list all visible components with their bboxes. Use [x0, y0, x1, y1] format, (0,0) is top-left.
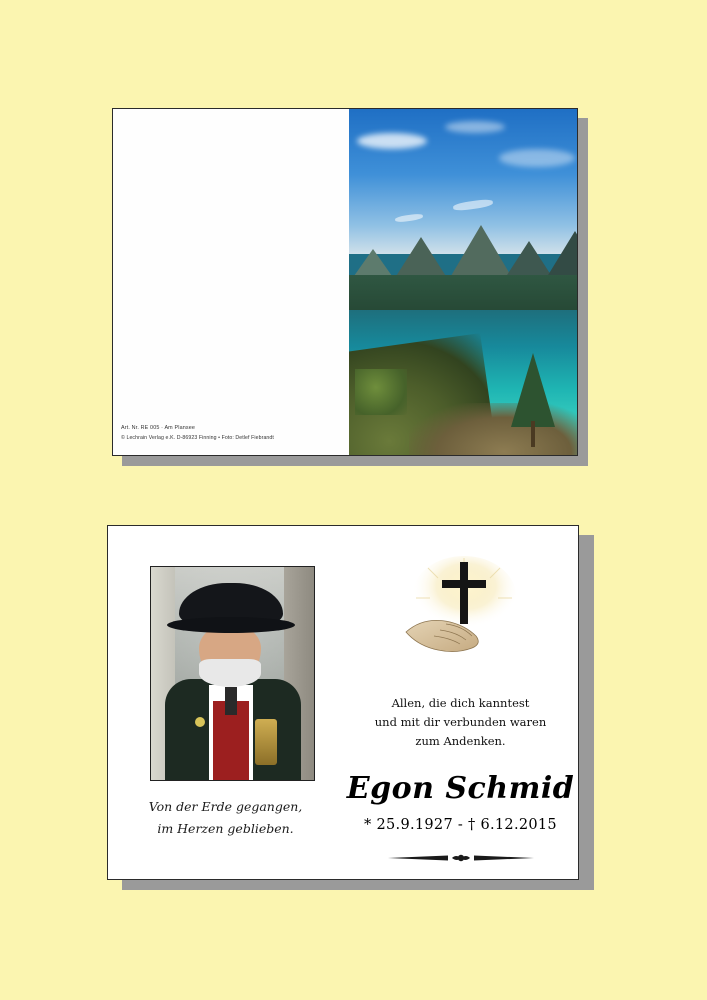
portrait-photo [151, 567, 314, 780]
verse-line-2: und mit dir verbunden waren [374, 714, 547, 729]
publisher-credits [121, 425, 274, 443]
deceased-name: Egon Schmid [346, 771, 575, 806]
shore-bush [355, 369, 407, 415]
lone-tree [511, 353, 555, 427]
snow-patch [453, 198, 494, 211]
inside-right-page [343, 526, 578, 879]
cloud [357, 133, 427, 149]
portrait-badge [195, 717, 205, 727]
inside-left-page [108, 526, 343, 879]
outside-card [112, 108, 578, 456]
lake-photograph [349, 109, 577, 455]
memorial-verse [353, 694, 568, 751]
cross-and-hand-icon [386, 554, 536, 664]
memorial-caption [108, 796, 343, 840]
snow-patch [395, 213, 424, 223]
caption-line-2: im Herzen geblieben. [157, 820, 294, 836]
portrait-medal [255, 719, 277, 765]
ornamental-divider [386, 850, 536, 860]
credit-publisher: © Lechrain Verlag e.K. D-86923 Finning • Foto: Detlef Fiebrandt [121, 435, 274, 442]
verse-line-1: Allen, die dich kanntest [391, 696, 530, 710]
cloud [445, 121, 505, 133]
credit-article-number: Art. Nr. RE 005 · Am Plansee [121, 424, 196, 431]
portrait-frame [150, 566, 315, 781]
portrait-hat-brim [167, 617, 295, 633]
portrait-tie [225, 687, 237, 715]
cloud [499, 149, 575, 167]
verse-line-3: zum Andenken. [415, 733, 506, 748]
birth-death-dates: * 25.9.1927 - † 6.12.2015 [364, 817, 557, 833]
caption-line-1: Von der Erde gegangen, [148, 799, 303, 814]
outside-card-blank-page [113, 109, 351, 455]
tree-trunk [531, 421, 535, 447]
inside-card [107, 525, 579, 880]
portrait-beard [199, 659, 261, 687]
